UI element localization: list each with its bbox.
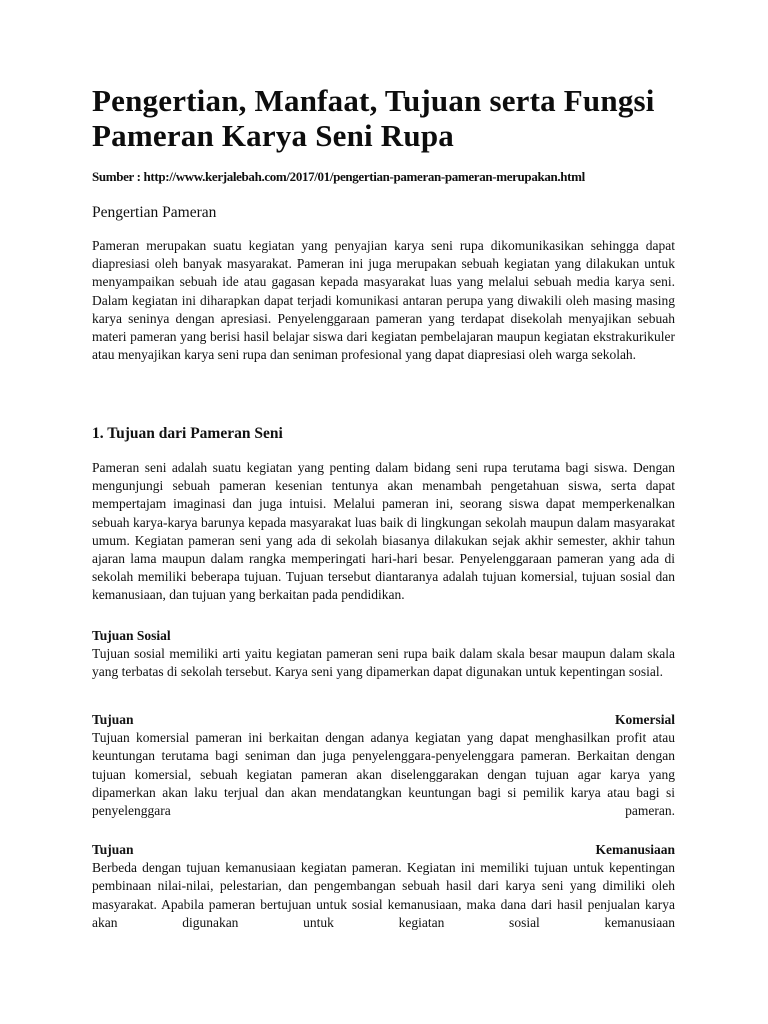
subsection-text-tujuan-komersial: Tujuan komersial pameran ini berkaitan dengan adanya kegiatan yang dapat menghasilkan profit atau keuntungan terutama bagi seniman dan juga penyelenggara-penyelenggara pameran. Berkaitan dengan tujuan komersial, sebuah kegiatan pameran akan diselenggarakan dengan tujuan agar karya yang dipamerkan akan laku terjual dan akan mendatangkan keuntungan bagi si pemilik karya atau bagi si penyelenggara pameran. bbox=[92, 730, 675, 819]
subsection-text-tujuan-sosial: Tujuan sosial memiliki arti yaitu kegiatan pameran seni rupa baik dalam skala besar maupun dalam skala yang terbatas di sekolah tersebut. Karya seni yang dipamerkan dapat digunakan untuk kepentingan sosial. bbox=[92, 646, 675, 680]
subsection-text-tujuan-kemanusiaan: Berbeda dengan tujuan kemanusiaan kegiatan pameran. Kegiatan ini memiliki tujuan untuk kepentingan pembinaan nilai-nilai, pelestarian, dan pengembangan sebuah hasil dari karya seni yang dimiliki oleh masyarakat. Apabila pameran bertujuan untuk sosial kemanusiaan, maka dana dari hasil penjualan karya akan digunakan untuk kegiatan sosial kemanusiaan bbox=[92, 860, 675, 930]
subsection-heading-tujuan-kemanusiaan: Tujuan Kemanusiaan bbox=[92, 842, 675, 857]
section-heading-pengertian-pameran: Pengertian Pameran bbox=[92, 204, 217, 221]
subsection-tujuan-kemanusiaan bbox=[92, 841, 675, 932]
paragraph-pengertian-pameran: Pameran merupakan suatu kegiatan yang penyajian karya seni rupa dikomunikasikan sehingga dapat diapresiasi oleh banyak masyarakat. Pameran ini juga merupakan sebuah kegiatan yang dilakukan untuk menyampaikan sebuah ide atau gagasan kepada masyarakat luas yang melalui sebuah media karya seni. Dalam kegiatan ini diharapkan dapat terjadi komunikasi antaran perupa yang diwakili oleh masing masing karya seninya dengan apresiasi. Penyelenggaraan pameran yang terdapat disekolah menyajikan sebuah materi pameran yang berisi hasil belajar siswa dari kegiatan pembelajaran maupun kegiatan ekstrakurikuler atau menyajikan karya seni rupa dan seniman profesional yang dapat diapresiasi oleh warga sekolah. bbox=[92, 238, 675, 363]
subsection-tujuan-komersial bbox=[92, 711, 675, 820]
section-heading-tujuan-pameran-seni: 1. Tujuan dari Pameran Seni bbox=[92, 425, 283, 442]
paragraph-tujuan-pameran-seni: Pameran seni adalah suatu kegiatan yang penting dalam bidang seni rupa terutama bagi siswa. Dengan mengunjungi sebuah pameran kesenian tentunya akan menambah pengetahuan siswa, serta dapat mempertajam imaginasi dan juga intuisi. Melalui pameran ini, seorang siswa dapat memperkenalkan sebuah karya-karya barunya kepada masyarakat luas baik di lingkungan sekolah maupun dalam masyarakat umum. Kegiatan pameran seni yang ada di sekolah biasanya dilakukan sejak akhir semester, akhir tahun ajaran lama maupun dalam rangka memperingati hari-hari besar. Penyelenggaraan pameran yang ada di sekolah memiliki beberapa tujuan. Tujuan tersebut diantaranya adalah tujuan komersial, tujuan sosial dan kemanusiaan, dan tujuan yang berkaitan pada pendidikan. bbox=[92, 460, 675, 603]
document-title: Pengertian, Manfaat, Tujuan serta Fungsi Pameran Karya Seni Rupa bbox=[92, 83, 655, 153]
source-citation: Sumber : http://www.kerjalebah.com/2017/01/pengertian-pameran-pameran-merupakan.html bbox=[92, 169, 585, 184]
subsection-heading-tujuan-sosial: Tujuan Sosial bbox=[92, 628, 171, 643]
subsection-heading-tujuan-komersial: Tujuan Komersial bbox=[92, 712, 675, 727]
subsection-tujuan-sosial bbox=[92, 627, 675, 682]
